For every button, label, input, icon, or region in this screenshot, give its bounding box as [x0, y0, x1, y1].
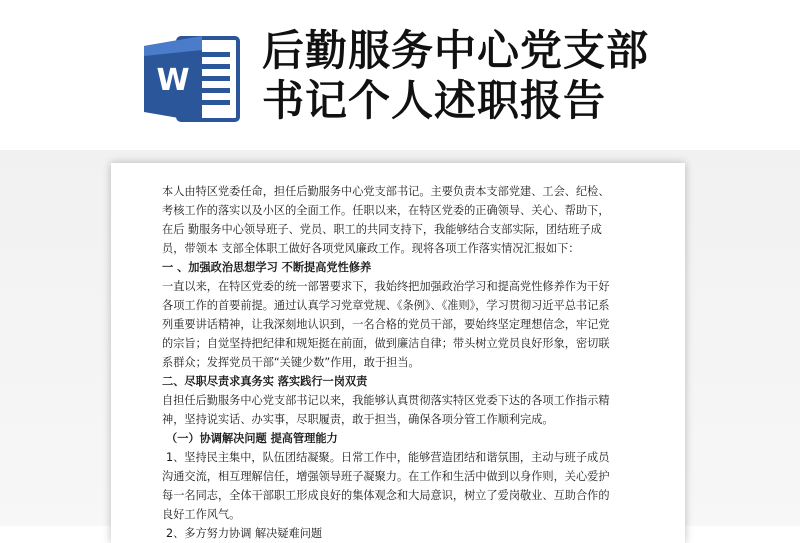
paragraph-line: 列重要讲话精神，让我深刻地认识到，一名合格的党员干部，要始终坚定理想信念，牢记党	[162, 318, 610, 331]
paragraph-line: 良好工作风气。	[162, 508, 241, 521]
section-heading-2: 二、尽职尽责求真务实 落实践行一岗双责	[162, 375, 368, 388]
paragraph-line: 在后 勤服务中心领导班子、党员、职工的共同支持下，我能够结合支部实际，团结班子成	[162, 223, 602, 236]
word-icon-letter: W	[156, 63, 190, 98]
title-line-2: 书记个人述职报告	[262, 76, 607, 125]
paragraph-line: 1、坚持民主集中，队伍团结凝聚。日常工作中，能够营造团结和谐氛围，主动与班子成员	[166, 451, 610, 464]
subsection-heading-1: （一）协调解决问题 提高管理能力	[166, 432, 338, 445]
paragraph-line: 沟通交流，相互理解信任，增强领导班子凝聚力。在工作和生活中做到以身作则，关心爱护	[162, 470, 610, 483]
page-title	[262, 26, 649, 126]
paragraph-line: 神，坚持说实话、办实事，尽职履责，敢于担当，确保各项分管工作顺利完成。	[162, 413, 554, 426]
paragraph-line: 员，带领本 支部全体职工做好各项党风廉政工作。现将各项工作落实情况汇报如下：	[162, 242, 580, 255]
paragraph-line: 考核工作的落实以及小区的全面工作。任职以来，在特区党委的正确领导、关心、帮助下，	[162, 204, 610, 217]
header	[0, 0, 800, 150]
paragraph-line: 2、多方努力协调 解决疑难问题	[166, 527, 323, 540]
paragraph-line: 系群众；发挥党员干部“关键少数”作用，敢于担当。	[162, 356, 420, 369]
paragraph-line: 一直以来，在特区党委的统一部署要求下，我始终把加强政治学习和提高党性修养作为干好	[162, 280, 610, 293]
document-body	[162, 182, 642, 543]
paragraph-line: 各项工作的首要前提。通过认真学习党章党规、《条例》、《准则》，学习贯彻习近平总书记系	[162, 299, 610, 312]
paragraph-line: 的宗旨；自觉坚持把纪律和规矩挺在前面，做到廉洁自律；带头树立党员良好形象，密切联	[162, 337, 610, 350]
section-heading-1: 一 、加强政治思想学习 不断提高党性修养	[162, 261, 372, 274]
title-line-1: 后勤服务中心党支部	[262, 26, 650, 75]
paragraph-line: 本人由特区党委任命，担任后勤服务中心党支部书记。主要负责本支部党建、工会、纪检、	[162, 185, 610, 198]
paragraph-line: 每一名同志，全体干部职工形成良好的集体观念和大局意识，树立了爱岗敬业、互助合作的	[162, 489, 610, 502]
word-document-icon	[140, 28, 250, 128]
paragraph-line: 自担任后勤服务中心党支部书记以来，我能够认真贯彻落实特区党委下达的各项工作指示精	[162, 394, 610, 407]
